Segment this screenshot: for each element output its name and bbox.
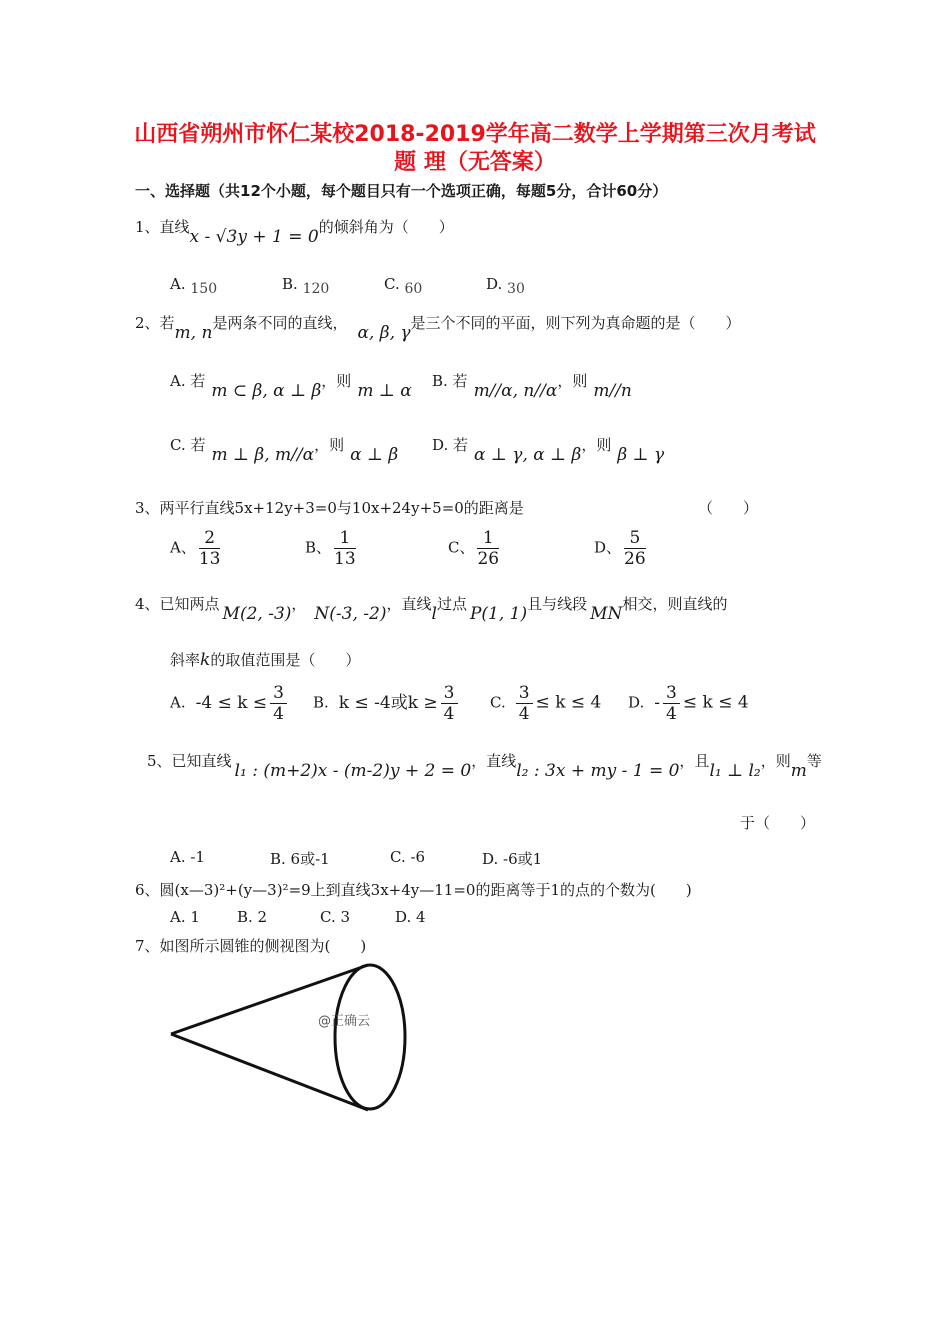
numerator: 1 bbox=[477, 528, 499, 549]
option-result: β ⊥ γ bbox=[617, 445, 665, 465]
q4-line-l: l bbox=[431, 604, 437, 624]
denominator: 4 bbox=[666, 704, 677, 724]
q1-option-c bbox=[384, 275, 423, 297]
cone-figure bbox=[165, 960, 415, 1120]
q3-option-c bbox=[448, 528, 502, 569]
question-1 bbox=[135, 216, 454, 247]
option-then: ，则 bbox=[314, 436, 345, 454]
option-expr: ≤ k ≤ 4 bbox=[682, 692, 749, 713]
option-label: B. 若 bbox=[432, 372, 468, 390]
numerator: 3 bbox=[516, 683, 533, 704]
q4-mid: 且与线段 bbox=[527, 595, 588, 613]
page-title: 山西省朔州市怀仁某校2018-2019学年高二数学上学期第三次月考试 bbox=[134, 122, 816, 147]
option-label: D. 若 bbox=[432, 436, 469, 454]
option-label: D. bbox=[486, 275, 503, 293]
numerator: 3 bbox=[441, 683, 458, 704]
q4-mid: 过点 bbox=[436, 595, 467, 613]
watermark: @正确云 bbox=[318, 1014, 371, 1029]
fraction bbox=[270, 683, 287, 724]
q3-option-a bbox=[170, 528, 223, 569]
q5-perpendicular: l₁ ⊥ l₂ bbox=[709, 761, 761, 781]
fraction bbox=[516, 683, 533, 724]
question-5-line2: 于（ ） bbox=[740, 814, 816, 832]
option-result: α ⊥ β bbox=[350, 445, 399, 465]
q5-option-b: B. 6或-1 bbox=[270, 850, 330, 868]
option-label: D. bbox=[628, 693, 645, 712]
numerator: 2 bbox=[199, 528, 221, 549]
q6-option-a: A. 1 bbox=[170, 908, 200, 926]
option-condition: m ⊂ β, α ⊥ β bbox=[211, 381, 322, 401]
q2-mid: 是两条不同的直线， bbox=[212, 314, 348, 332]
q3-option-b bbox=[305, 528, 359, 569]
option-expr: -4 ≤ k ≤ bbox=[195, 692, 268, 713]
numerator: 5 bbox=[624, 528, 646, 549]
option-value: 150 bbox=[190, 281, 218, 297]
q4-comma: ， bbox=[291, 595, 307, 613]
q2-option-c bbox=[170, 434, 399, 465]
q4-point-n: N(-3, -2) bbox=[314, 604, 387, 624]
option-result: m ⊥ α bbox=[357, 381, 412, 401]
denominator: 4 bbox=[273, 704, 284, 724]
q5-mid: ，则 bbox=[760, 752, 791, 770]
option-result: m//n bbox=[593, 381, 632, 401]
option-condition: m ⊥ β, m//α bbox=[211, 445, 315, 465]
option-label: D、 bbox=[594, 538, 622, 557]
option-condition: m//α, n//α bbox=[473, 381, 558, 401]
q3-answer-paren: （ ） bbox=[698, 499, 759, 517]
q5-mid: ，直线 bbox=[471, 752, 517, 770]
q4-mid: ，直线 bbox=[386, 595, 432, 613]
option-condition: α ⊥ γ, α ⊥ β bbox=[474, 445, 582, 465]
page-title-line2: 题 理（无答案） bbox=[394, 150, 556, 175]
denominator: 4 bbox=[518, 704, 530, 724]
q5-option-c: C. -6 bbox=[390, 848, 426, 866]
option-label: B. bbox=[282, 275, 298, 293]
q2-lines: m, n bbox=[174, 323, 213, 343]
cone-base-ellipse bbox=[335, 965, 405, 1109]
q5-prefix: 5、已知直线 bbox=[147, 752, 232, 770]
q6-option-b: B. 2 bbox=[237, 908, 268, 926]
q1-formula: x - √3y + 1 = 0 bbox=[189, 227, 319, 247]
q4-segment-mn: MN bbox=[590, 604, 623, 624]
section-heading: 一、选择题（共12个小题，每个题目只有一个选项正确，每题5分，合计60分） bbox=[135, 182, 668, 200]
q5-option-d: D. -6或1 bbox=[482, 850, 543, 868]
q4-option-b bbox=[313, 683, 461, 724]
q5-line-l2: l₂ : 3x + my - 1 = 0 bbox=[516, 761, 680, 781]
question-6: 6、圆(x—3)²+(y—3)²=9上到直线3x+4y—11=0的距离等于1的点的个数为( ) bbox=[135, 881, 692, 899]
q4-suffix: 相交，则直线的 bbox=[622, 595, 728, 613]
q1-suffix: 的倾斜角为（ ） bbox=[318, 218, 454, 236]
denominator: 13 bbox=[334, 549, 356, 569]
fraction bbox=[477, 528, 499, 569]
option-then: ，则 bbox=[321, 372, 352, 390]
q4-option-a bbox=[170, 683, 290, 724]
q2-prefix: 2、若 bbox=[135, 314, 175, 332]
q2-planes: α, β, γ bbox=[357, 323, 411, 343]
numerator: 3 bbox=[663, 683, 680, 704]
option-then: ，则 bbox=[581, 436, 612, 454]
denominator: 26 bbox=[624, 549, 646, 569]
fraction bbox=[334, 528, 356, 569]
option-expr: ≤ k ≤ 4 bbox=[535, 692, 602, 713]
fraction bbox=[441, 683, 458, 724]
denominator: 13 bbox=[198, 549, 221, 569]
option-label: A. 若 bbox=[170, 372, 206, 390]
option-label: A. bbox=[170, 693, 186, 712]
q1-option-b bbox=[282, 275, 330, 297]
q4-point-m: M(2, -3) bbox=[222, 604, 292, 624]
q4-option-c bbox=[490, 683, 601, 724]
q4-prefix: 4、已知两点 bbox=[135, 595, 220, 613]
q4-point-p: P(1, 1) bbox=[469, 604, 528, 624]
q2-option-d bbox=[432, 434, 665, 465]
q5-mid: ，且 bbox=[679, 752, 710, 770]
q3-option-d bbox=[594, 528, 649, 569]
option-label: A. bbox=[170, 275, 186, 293]
question-4-line2 bbox=[170, 649, 360, 670]
question-5 bbox=[147, 750, 822, 781]
q1-option-a bbox=[170, 275, 218, 297]
question-2 bbox=[135, 312, 741, 343]
question-7: 7、如图所示圆锥的侧视图为( ) bbox=[135, 937, 367, 955]
q5-line-l1: l₁ : (m+2)x - (m-2)y + 2 = 0 bbox=[234, 761, 472, 781]
numerator: 3 bbox=[270, 683, 287, 704]
q4-line2-text: 斜率 bbox=[170, 651, 201, 669]
q5-m: m bbox=[790, 761, 807, 781]
question-3: 3、两平行直线5x+12y+3=0与10x+24y+5=0的距离是 bbox=[135, 499, 524, 517]
q2-option-a bbox=[170, 370, 412, 401]
fraction bbox=[624, 528, 646, 569]
numerator: 1 bbox=[334, 528, 356, 549]
q1-option-d bbox=[486, 275, 525, 297]
q6-option-c: C. 3 bbox=[320, 908, 351, 926]
option-label: A、 bbox=[170, 538, 196, 557]
option-value: 60 bbox=[404, 281, 423, 297]
denominator: 4 bbox=[443, 704, 455, 724]
denominator: 26 bbox=[477, 549, 500, 569]
question-4 bbox=[135, 593, 728, 624]
option-value: 120 bbox=[302, 281, 330, 297]
option-label: B. bbox=[313, 693, 329, 712]
option-label: C. 若 bbox=[170, 436, 206, 454]
option-label: B、 bbox=[305, 538, 332, 557]
option-expr: k ≤ -4或k ≥ bbox=[338, 692, 438, 713]
q5-option-a: A. -1 bbox=[170, 848, 205, 866]
q2-option-b bbox=[432, 370, 632, 401]
fraction bbox=[663, 683, 680, 724]
option-then: ，则 bbox=[557, 372, 588, 390]
q1-prefix: 1、直线 bbox=[135, 218, 190, 236]
q6-option-d: D. 4 bbox=[395, 908, 426, 926]
option-value: 30 bbox=[507, 281, 525, 297]
q4-line2-text: 的取值范围是（ ） bbox=[210, 651, 361, 669]
q2-suffix: 是三个不同的平面，则下列为真命题的是（ ） bbox=[410, 314, 741, 332]
fraction bbox=[199, 528, 221, 569]
option-label: C. bbox=[384, 275, 400, 293]
option-label: C、 bbox=[448, 538, 475, 557]
option-label: C. bbox=[490, 693, 506, 712]
option-sign: - bbox=[654, 692, 661, 713]
q4-k: k bbox=[200, 650, 211, 670]
q5-suffix: 等 bbox=[806, 752, 822, 770]
q4-option-d bbox=[628, 683, 749, 724]
